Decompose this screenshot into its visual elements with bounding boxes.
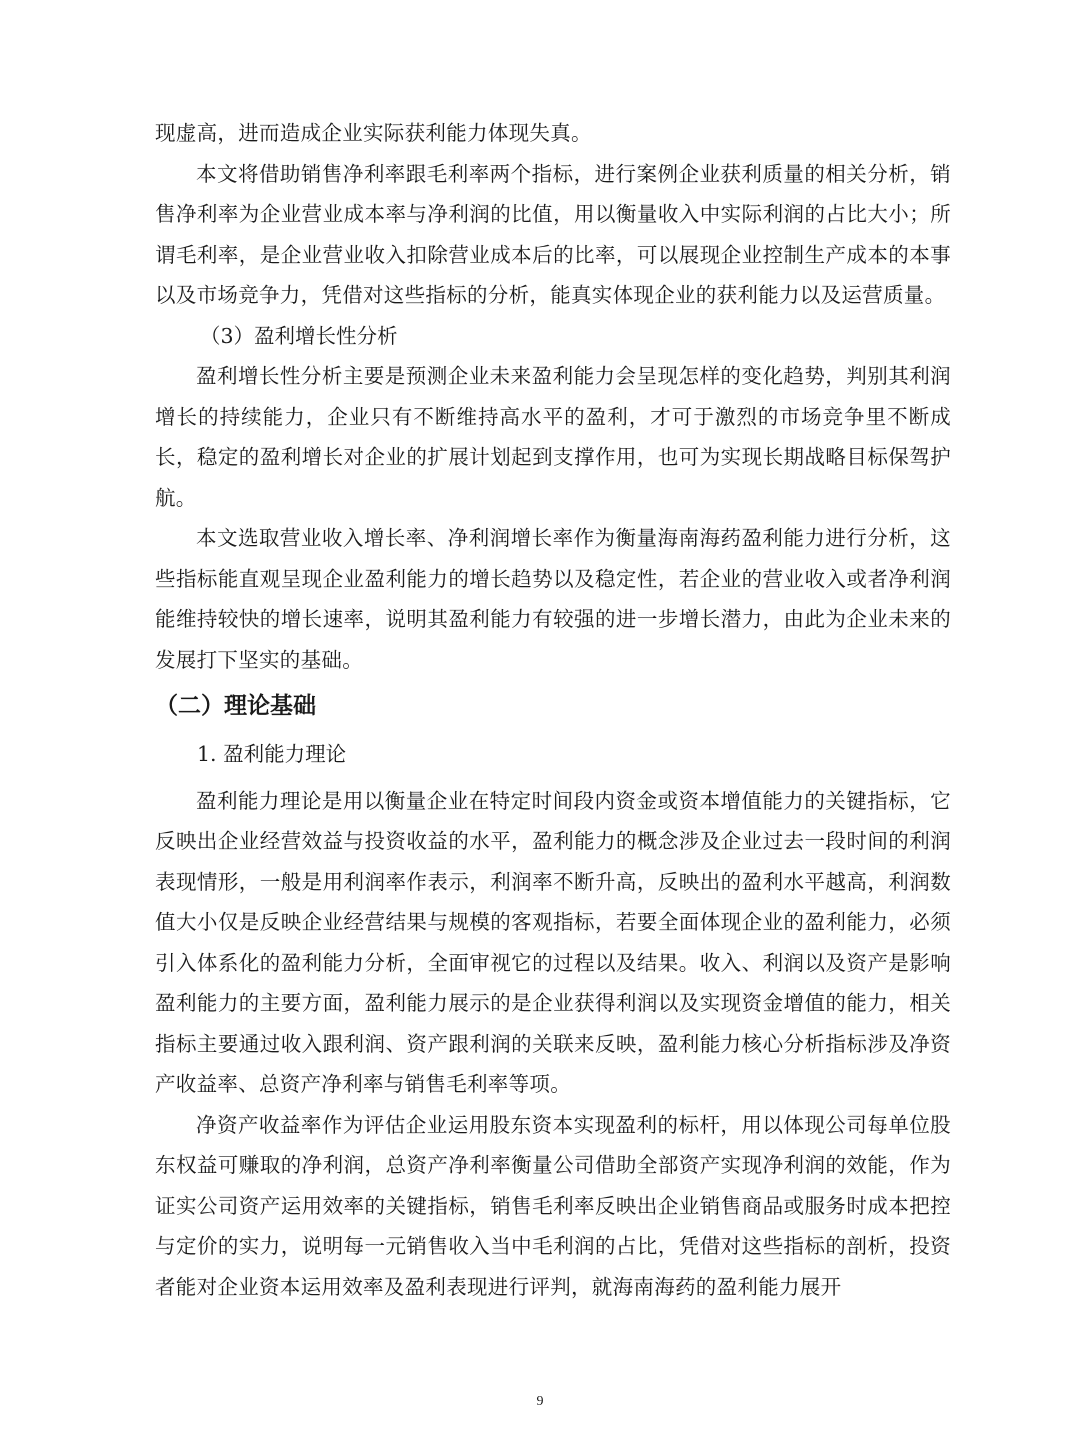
section-heading-theory: （二）理论基础 [155, 693, 316, 719]
item-heading-profit-theory: 1. 盈利能力理论 [197, 742, 347, 766]
page-body [155, 113, 951, 1307]
subheading-growth-analysis: （3）盈利增长性分析 [200, 323, 398, 348]
paragraph-growth-1: 盈利增长性分析主要是预测企业未来盈利能力会呈现怎样的变化趋势，判别其利润增长的持续能力，企业只有不断维持高水平的盈利，才可于激烈的市场竞争里不断成长，稳定的盈利增长对企业的扩展计划起到支撑作用，也可为实现长期战略目标保驾护航。 [155, 364, 951, 510]
page-number: 9 [536, 1394, 544, 1409]
paragraph-growth-2: 本文选取营业收入增长率、净利润增长率作为衡量海南海药盈利能力进行分析，这些指标能直观呈现企业盈利能力的增长趋势以及稳定性，若企业的营业收入或者净利润能维持较快的增长速率，说明其盈利能力有较强的进一步增长潜力，由此为企业未来的发展打下坚实的基础。 [155, 526, 951, 672]
paragraph-theory-1: 盈利能力理论是用以衡量企业在特定时间段内资金或资本增值能力的关键指标，它反映出企业经营效益与投资收益的水平，盈利能力的概念涉及企业过去一段时间的利润表现情形，一般是用利润率作表示，利润率不断升高，反映出的盈利水平越高，利润数值大小仅是反映企业经营结果与规模的客观指标，若要全面体现企业的盈利能力，必须引入体系化的盈利能力分析，全面审视它的过程以及结果。收入、利润以及资产是影响盈利能力的主要方面，盈利能力展示的是企业获得利润以及实现资金增值的能力，相关指标主要通过收入跟利润、资产跟利润的关联来反映，盈利能力核心分析指标涉及净资产收益率、总资产净利率与销售毛利率等项。 [155, 788, 951, 1096]
paragraph-margin-intro: 本文将借助销售净利率跟毛利率两个指标，进行案例企业获利质量的相关分析，销售净利率为企业营业成本率与净利润的比值，用以衡量收入中实际利润的占比大小；所谓毛利率，是企业营业收入扣除营业成本后的比率，可以展现企业控制生产成本的本事以及市场竞争力，凭借对这些指标的分析，能真实体现企业的获利能力以及运营质量。 [155, 161, 951, 307]
paragraph-continued: 现虚高，进而造成企业实际获利能力体现失真。 [155, 121, 592, 145]
paragraph-theory-2: 净资产收益率作为评估企业运用股东资本实现盈利的标杆，用以体现公司每单位股东权益可赚取的净利润，总资产净利率衡量公司借助全部资产实现净利润的效能，作为证实公司资产运用效率的关键指标，销售毛利率反映出企业销售商品或服务时成本把控与定价的实力，说明每一元销售收入当中毛利润的占比，凭借对这些指标的剖析，投资者能对企业资本运用效率及盈利表现进行评判，就海南海药的盈利能力展开 [155, 1112, 951, 1299]
